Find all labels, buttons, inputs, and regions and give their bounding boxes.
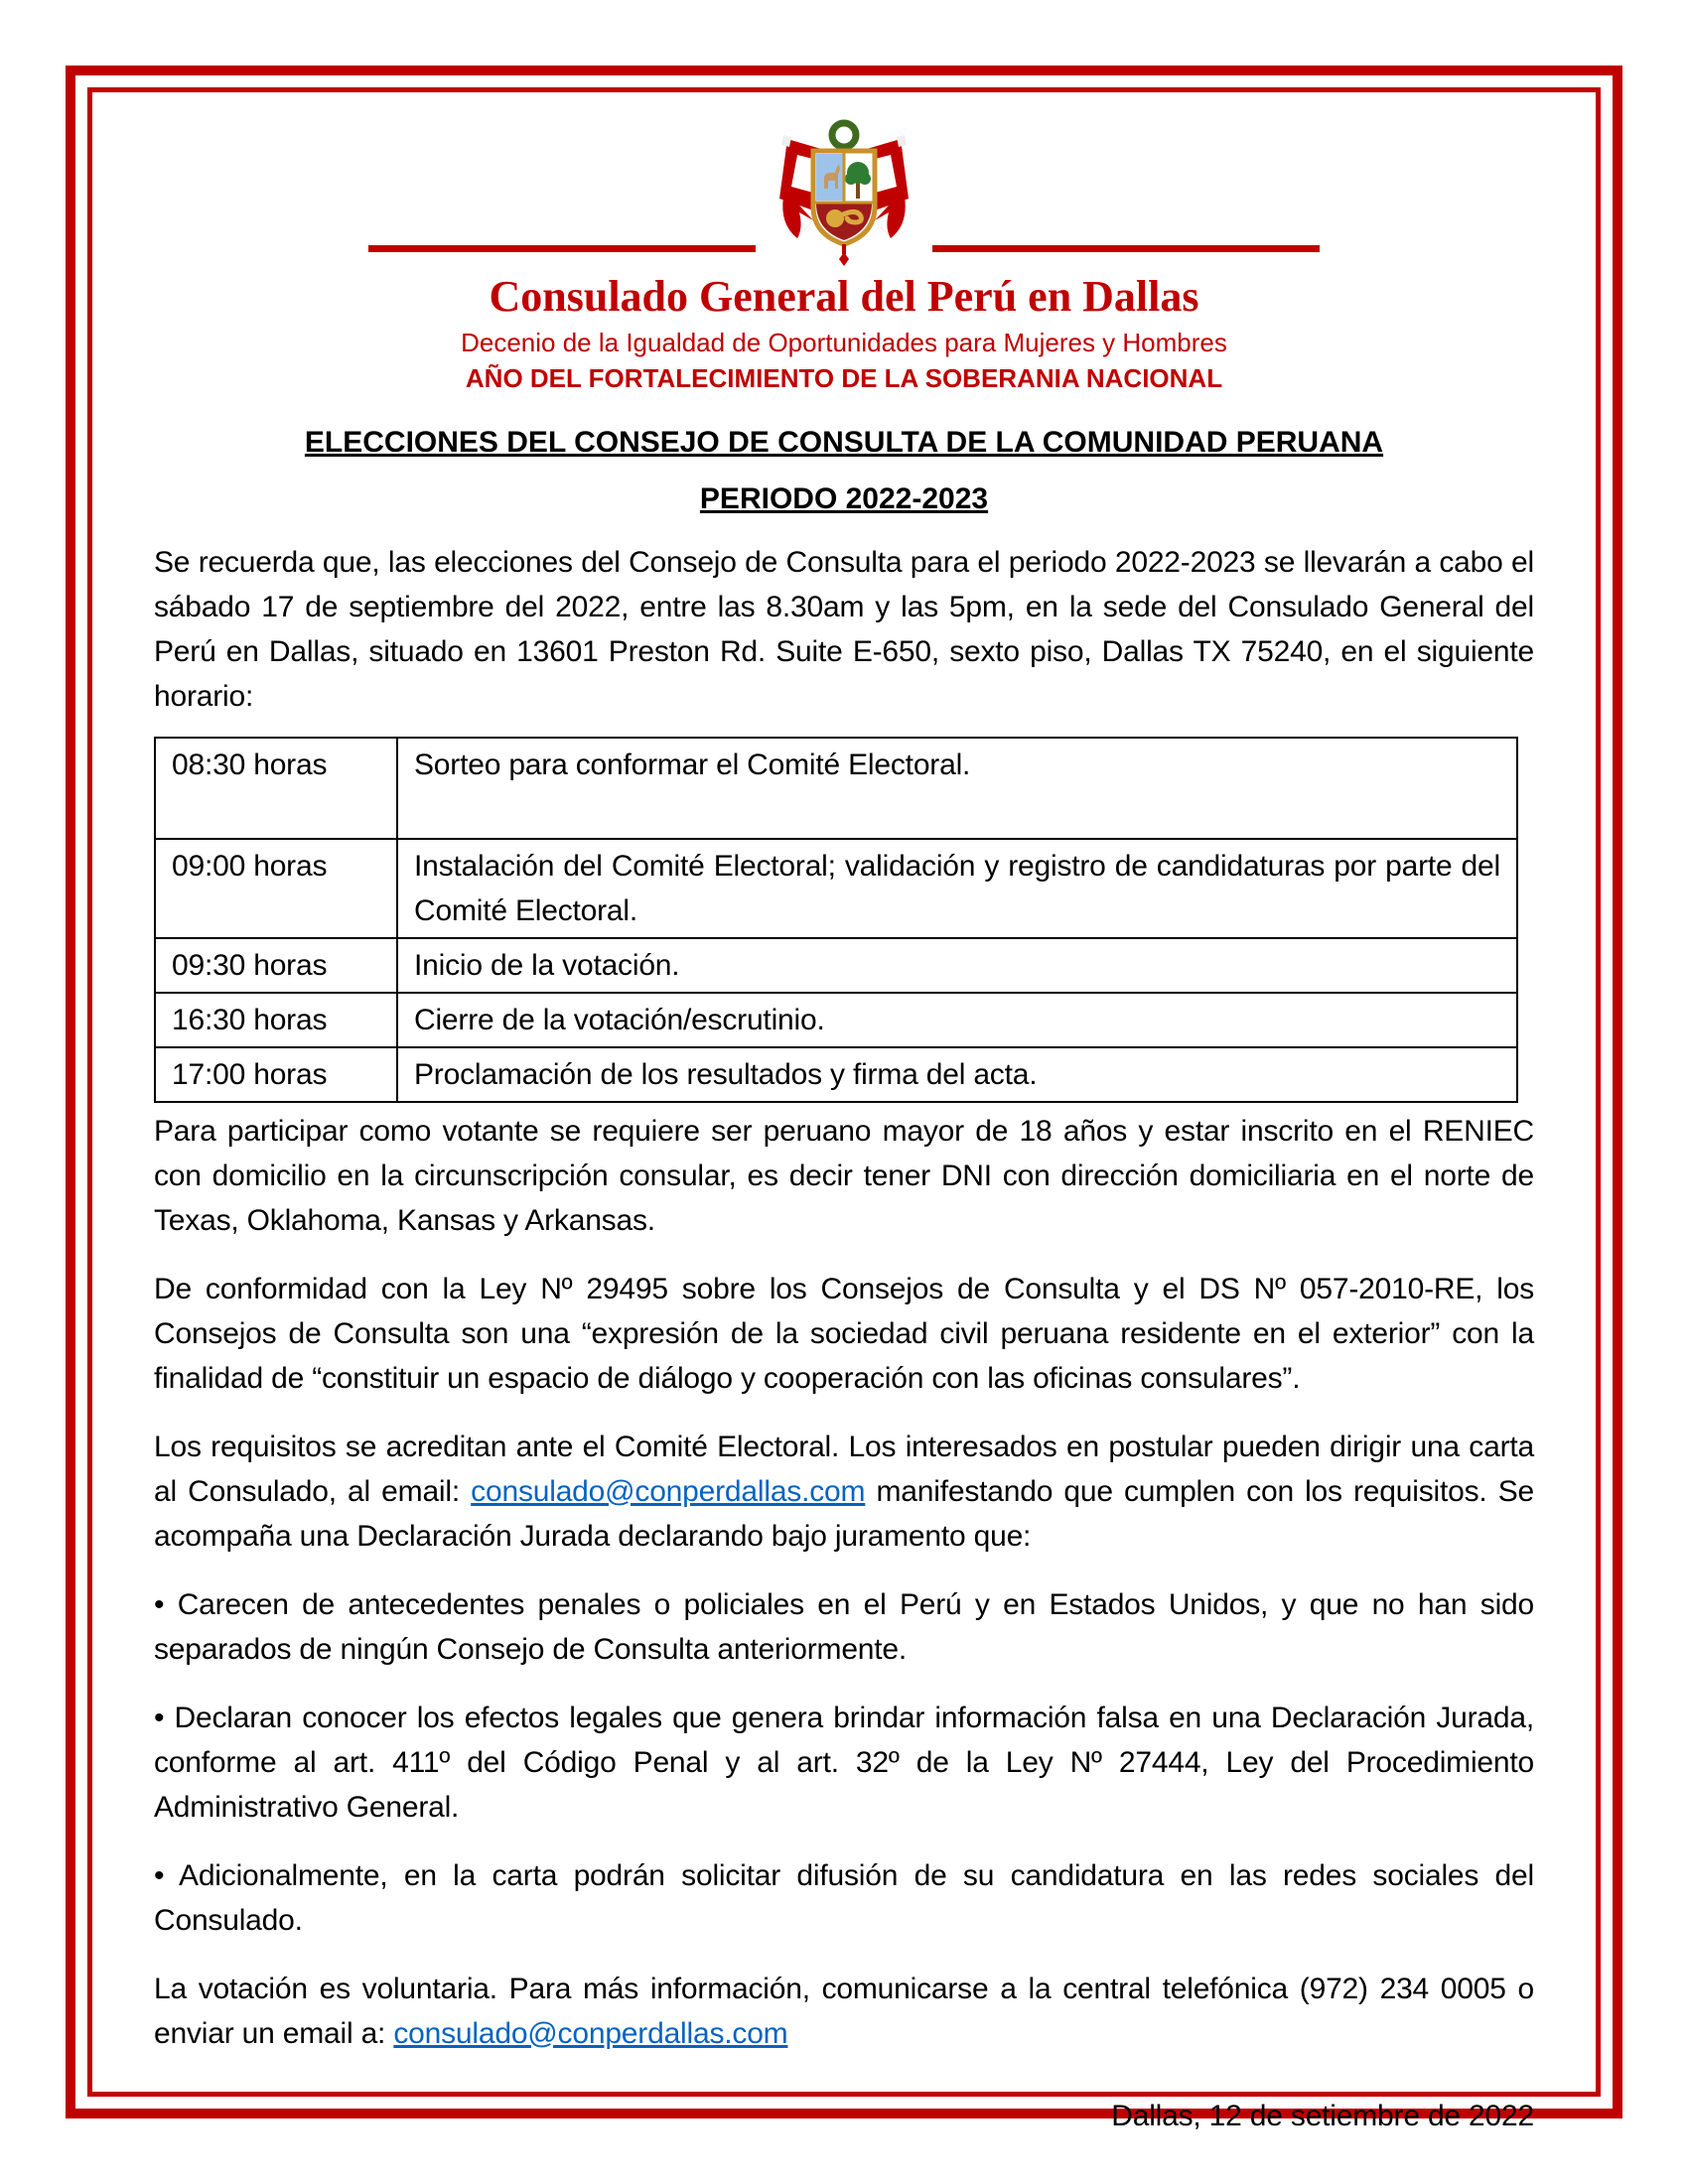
consulate-email-link[interactable]: consulado@conperdallas.com [471, 1474, 866, 1508]
consulate-title: Consulado General del Perú en Dallas [489, 272, 1199, 321]
schedule-activity: Inicio de la votación. [397, 938, 1517, 993]
table-row [155, 938, 1517, 993]
table-row [155, 1047, 1517, 1102]
schedule-activity: Sorteo para conformar el Comité Electoral. [397, 738, 1517, 839]
schedule-time: 08:30 horas [155, 738, 397, 839]
bullet-no-criminal-record: • Carecen de antecedentes penales o policiales en el Perú y en Estados Unidos, y que no han sido separados de ningún Consejo de Consulta anteriormente. [154, 1587, 1534, 1666]
anio-subtitle: AÑO DEL FORTALECIMIENTO DE LA SOBERANIA NACIONAL [465, 363, 1223, 394]
tassel [839, 244, 849, 266]
requirements-paragraph [154, 1425, 1534, 1559]
schedule-table [154, 737, 1518, 1103]
header-rule-right [932, 245, 1320, 252]
schedule-time: 17:00 horas [155, 1047, 397, 1102]
table-row [155, 839, 1517, 938]
wreath [832, 123, 856, 147]
elections-heading-line2: PERIODO 2022-2023 [699, 481, 989, 515]
voting-text-pre: La votación es voluntaria. Para más información, comunicarse a la central telefónica (972) 234 0005 o enviar un email a: [154, 1972, 1534, 2050]
law-paragraph: De conformidad con la Ley Nº 29495 sobre los Consejos de Consulta y el DS Nº 057-2010-RE, los Consejos de Consulta son una “expresión de la sociedad civil peruana residente en el exterior” con la finalidad de “constituir un espacio de diálogo y cooperación con las oficinas consulares”. [154, 1272, 1534, 1395]
voting-info-paragraph [154, 1967, 1534, 2056]
requirements-text-post: manifestando que cumplen con los requisitos. Se acompaña una Declaración Jurada declarando bajo juramento que: [154, 1474, 1534, 1553]
decenio-subtitle: Decenio de la Igualdad de Oportunidades para Mujeres y Hombres [461, 327, 1227, 357]
schedule-time: 09:30 horas [155, 938, 397, 993]
schedule-activity: Instalación del Comité Electoral; validación y registro de candidaturas por parte del Comité Electoral. [397, 839, 1517, 938]
bullet-legal-effects: • Declaran conocer los efectos legales que genera brindar información falsa en una Declaración Jurada, conforme al art. 411º del Código Penal y al art. 32º de la Ley Nº 27444, Ley del Procedimiento Administrativo General. [154, 1701, 1534, 1824]
bullet-social-media: • Adicionalmente, en la carta podrán solicitar difusión de su candidatura en las redes sociales del Consulado. [154, 1858, 1534, 1937]
voters-paragraph: Para participar como votante se requiere ser peruano mayor de 18 años y estar inscrito en el RENIEC con domicilio en la circunscripción consular, es decir tener DNI con dirección domiciliaria en el norte de Texas, Oklahoma, Kansas y Arkansas. [154, 1114, 1534, 1237]
schedule-time: 16:30 horas [155, 993, 397, 1047]
requirements-text-pre: Los requisitos se acreditan ante el Comité Electoral. Los interesados en postular pueden dirigir una carta al Consulado, al email: [154, 1430, 1534, 1508]
consulate-email-link-2[interactable]: consulado@conperdallas.com [393, 2016, 788, 2050]
intro-paragraph: Se recuerda que, las elecciones del Consejo de Consulta para el periodo 2022-2023 se llevarán a cabo el sábado 17 de septiembre del 2022, entre las 8.30am y las 5pm, en la sede del Consulado General del Perú en Dallas, situado en 13601 Preston Rd. Suite E-650, sexto piso, Dallas TX 75240, en el siguiente horario: [154, 545, 1534, 713]
elections-heading-line1: ELECCIONES DEL CONSEJO DE CONSULTA DE LA COMUNIDAD PERUANA [304, 425, 1384, 459]
shield [813, 151, 875, 244]
schedule-activity: Proclamación de los resultados y firma del acta. [397, 1047, 1517, 1102]
document-content [154, 99, 1534, 2163]
peru-coat-of-arms-icon [770, 117, 918, 266]
table-row [155, 993, 1517, 1047]
schedule-time: 09:00 horas [155, 839, 397, 938]
header-emblem-row [154, 117, 1534, 266]
header-rule-left [368, 245, 756, 252]
table-row [155, 738, 1517, 839]
date-line: Dallas, 12 de setiembre de 2022 [1111, 2099, 1534, 2132]
schedule-activity: Cierre de la votación/escrutinio. [397, 993, 1517, 1047]
